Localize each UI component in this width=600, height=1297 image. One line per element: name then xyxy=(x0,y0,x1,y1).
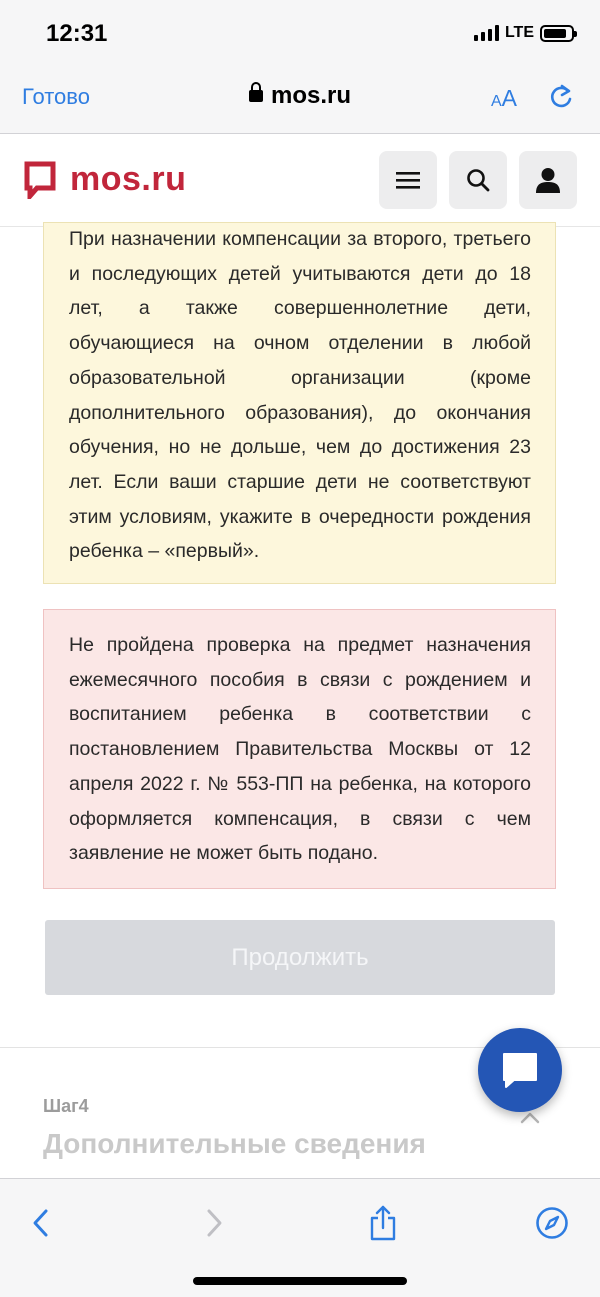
site-logo[interactable] xyxy=(24,160,186,199)
step-title[interactable]: Дополнительные сведения xyxy=(43,1128,426,1159)
share-icon xyxy=(368,1205,398,1241)
bookmarks-button[interactable] xyxy=(532,1203,572,1243)
share-button[interactable] xyxy=(363,1203,403,1243)
search-button[interactable] xyxy=(449,151,507,209)
search-icon xyxy=(466,168,490,192)
signal-icon xyxy=(474,25,499,41)
logo-icon xyxy=(24,161,56,199)
continue-button[interactable]: Продолжить xyxy=(45,920,555,995)
site-header xyxy=(0,134,600,227)
browser-address-bar xyxy=(0,68,600,134)
text-size-small-label: A xyxy=(491,93,502,110)
battery-icon xyxy=(540,25,574,42)
text-size-big-label: A xyxy=(501,85,518,111)
step-number: Шаг4 xyxy=(43,1096,89,1116)
lock-icon xyxy=(249,90,263,102)
home-indicator xyxy=(193,1277,407,1285)
chat-icon xyxy=(500,1050,540,1090)
done-button[interactable]: Готово xyxy=(22,84,90,109)
status-indicators xyxy=(474,24,574,42)
error-notice xyxy=(43,609,556,889)
logo-text: mos.ru xyxy=(70,160,187,198)
network-type: LTE xyxy=(504,24,534,41)
info-notice xyxy=(43,222,556,584)
user-icon xyxy=(535,167,561,193)
menu-button[interactable] xyxy=(379,151,437,209)
back-button[interactable] xyxy=(21,1203,61,1243)
chat-button[interactable] xyxy=(478,1028,562,1112)
back-icon xyxy=(31,1208,51,1238)
error-notice-text: Не пройдена проверка на предмет назначения ежемесячного пособия в связи с рождением и воспитанием ребенка в соответствии с постановлением Правительства Москвы от 12 апреля 2022 г. № 553-ПП на ребенка, на которого оформляется компенсация, в связи с чем заявление не может быть подано. xyxy=(69,634,531,865)
status-bar xyxy=(0,0,600,68)
compass-icon xyxy=(535,1206,569,1240)
menu-icon xyxy=(396,170,420,190)
url-text: mos.ru xyxy=(270,82,351,109)
forward-icon xyxy=(204,1208,224,1238)
info-notice-text: При назначении компенсации за второго, третьего и последующих детей учитываются дети до 18 лет, а также совершеннолетние дети, обучающиеся на очном отделении в любой образовательной организации (кроме дополнительного образования), до окончания обучения, но не дольше, чем до достижения 23 лет. Если ваши старшие дети не соответствуют этим условиям, укажите в очередности рождения ребенка – «первый». xyxy=(69,228,531,563)
profile-button[interactable] xyxy=(519,151,577,209)
status-time: 12:31 xyxy=(46,20,108,47)
text-size-button[interactable] xyxy=(491,85,517,112)
reload-icon[interactable] xyxy=(548,83,574,111)
forward-button[interactable] xyxy=(194,1203,234,1243)
